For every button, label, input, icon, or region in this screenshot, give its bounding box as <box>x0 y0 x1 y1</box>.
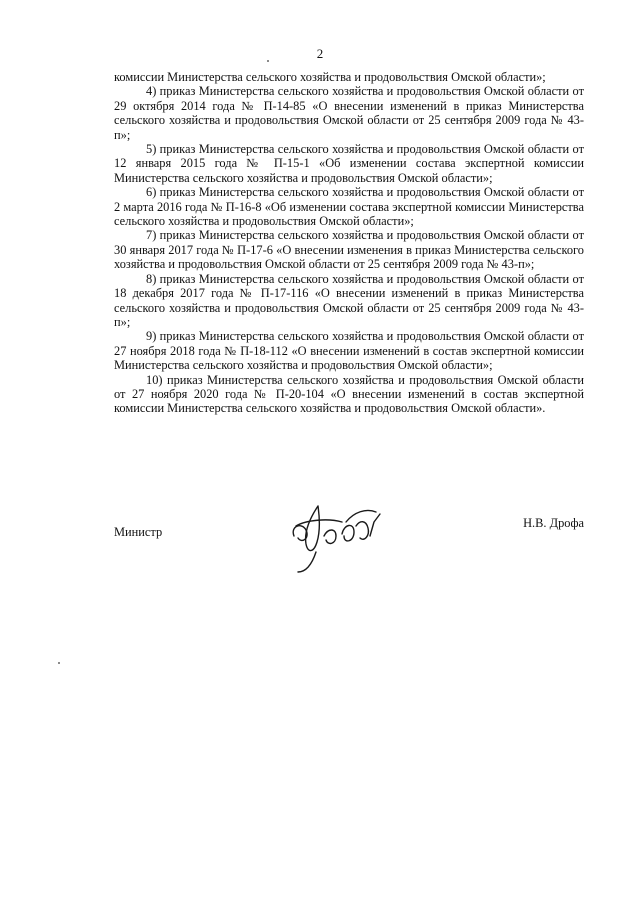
document-body <box>114 70 584 416</box>
paragraph-item-9: 9) приказ Министерства сельского хозяйства и продовольствия Омской области от 27 ноября 2018 года № П-18-112 «О внесении изменений в состав экспертной комиссии Министерства сельского хозяйства и продовольствия Омской области»; <box>114 329 584 373</box>
signature-block <box>114 516 584 580</box>
scan-speck <box>267 60 269 62</box>
handwritten-signature <box>284 492 399 582</box>
paragraph-item-5: 5) приказ Министерства сельского хозяйства и продовольствия Омской области от 12 января 2015 года № П-15-1 «Об изменении состава экспертной комиссии Министерства сельского хозяйства и продовольствия Омской области»; <box>114 142 584 185</box>
paragraph-item-10: 10) приказ Министерства сельского хозяйства и продовольствия Омской области от 27 ноября 2020 года № П-20-104 «О внесении изменений в состав экспертной комиссии Министерства сельского хозяйства и продовольствия Омской области». <box>114 372 584 416</box>
scan-speck <box>58 662 60 664</box>
paragraph-item-6: 6) приказ Министерства сельского хозяйства и продовольствия Омской области от 2 марта 2016 года № П-16-8 «Об изменении состава экспертной комиссии Министерства сельского хозяйства и продовольствия Омской области»; <box>114 185 584 229</box>
paragraph-item-4: 4) приказ Министерства сельского хозяйства и продовольствия Омской области от 29 октября 2014 года № П-14-85 «О внесении изменений в приказ Министерства сельского хозяйства и продовольствия Омской области от 25 сентября 2009 года № 43-п»; <box>114 84 584 142</box>
page-number: 2 <box>316 46 324 61</box>
paragraph-continuation: комиссии Министерства сельского хозяйства и продовольствия Омской области»; <box>114 70 546 84</box>
signatory-name: Н.В. Дрофа <box>523 516 584 530</box>
paragraph-item-7: 7) приказ Министерства сельского хозяйства и продовольствия Омской области от 30 января 2017 года № П-17-6 «О внесении изменения в приказ Министерства сельского хозяйства и продовольствия Омской области от 25 сентября 2009 года № 43-п»; <box>114 228 584 272</box>
signatory-position: Министр <box>114 525 163 539</box>
paragraph-item-8: 8) приказ Министерства сельского хозяйства и продовольствия Омской области от 18 декабря 2017 года № П-17-116 «О внесении изменений в приказ Министерства сельского хозяйства и продовольствия Омской области от 25 сентября 2009 года № 43-п»; <box>114 271 584 329</box>
